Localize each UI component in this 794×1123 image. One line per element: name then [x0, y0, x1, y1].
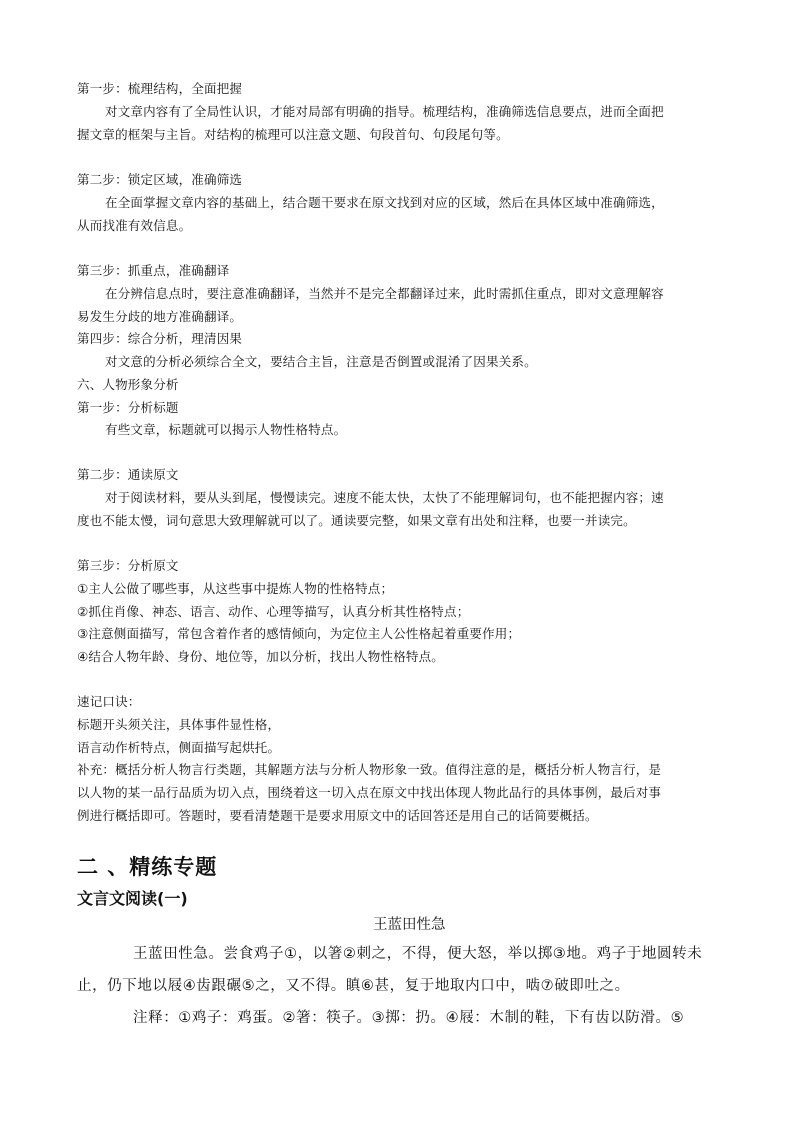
paragraph-line: 对于阅读材料，要从头到尾，慢慢读完。速度不能太快，太快了不能理解词句，也不能把握内容；速 [105, 490, 664, 505]
step2-heading: 第二步：锁定区域，准确筛选 [77, 172, 243, 187]
passage-title: 王蓝田性急 [373, 917, 446, 933]
paragraph-line: 易发生分歧的地方准确翻译。 [77, 309, 243, 324]
step4-heading: 第四步：综合分析，理清因果 [77, 331, 243, 346]
section-title: 二 、精练专题 [77, 855, 218, 879]
step3-heading: 第三步：抓重点，准确翻译 [77, 263, 230, 278]
list-item: ③注意侧面描写，常包含着作者的感情倾向，为定位主人公性格起着重要作用； [77, 626, 521, 641]
paragraph-line: 握文章的框架与主旨。对结构的梳理可以注意文题、句段首句、句段尾句等。 [77, 127, 509, 142]
annotation-line: 注释：①鸡子：鸡蛋。②箸：筷子。③掷：扔。④屐：木制的鞋，下有齿以防滑。⑤ [133, 1010, 685, 1026]
supplement-line: 补充：概括分析人物言行类题，其解题方法与分析人物形象一致。值得注意的是，概括分析人物言行，是 [77, 762, 662, 777]
analysis-step1-heading: 第一步：分析标题 [77, 400, 179, 415]
list-item: ④结合人物年龄、身份、地位等，加以分析，找出人物性格特点。 [77, 649, 445, 664]
passage-line: 止，仍下地以屐④齿跟碾⑤之，又不得。瞋⑥甚，复于地取内口中，啮⑦破即吐之。 [77, 978, 630, 994]
supplement-line: 例进行概括即可。答题时，要看清楚题干是要求用原文中的话回答还是用自己的话简要概括。 [77, 808, 598, 823]
step1-heading: 第一步：梳理结构，全面把握 [77, 81, 243, 96]
paragraph-line: 有些文章，标题就可以揭示人物性格特点。 [105, 422, 347, 437]
mnemonic-line: 语言动作析特点，侧面描写起烘托。 [77, 740, 281, 755]
mnemonic-heading: 速记口诀： [77, 694, 141, 709]
section-heading: 六、人物形象分析 [77, 377, 179, 392]
paragraph-line: 对文意的分析必须综合全文，要结合主旨，注意是否倒置或混淆了因果关系。 [105, 354, 537, 369]
list-item: ②抓住肖像、神态、语言、动作、心理等描写，认真分析其性格特点； [77, 604, 470, 619]
paragraph-line: 在分辨信息点时，要注意准确翻译，当然并不是完全都翻译过来，此时需抓住重点，即对文意理解容 [105, 286, 664, 301]
supplement-line: 以人物的某一品行品质为切入点，围绕着这一切入点在原文中找出体现人物此品行的具体事例，最后对事 [77, 785, 662, 800]
subsection-title: 文言文阅读(一) [77, 889, 188, 908]
paragraph-line: 从而找准有效信息。 [77, 218, 192, 233]
analysis-step2-heading: 第二步：通读原文 [77, 467, 179, 482]
analysis-step3-heading: 第三步：分析原文 [77, 558, 179, 573]
list-item: ①主人公做了哪些事，从这些事中提炼人物的性格特点； [77, 581, 394, 596]
paragraph-line: 在全面掌握文章内容的基础上，结合题干要求在原文找到对应的区域，然后在具体区域中准确筛选， [105, 195, 664, 210]
mnemonic-line: 标题开头须关注，具体事件显性格， [77, 717, 281, 732]
paragraph-line: 对文章内容有了全局性认识，才能对局部有明确的指导。梳理结构，准确筛选信息要点，进而全面把 [105, 104, 664, 119]
passage-line: 王蓝田性急。尝食鸡子①，以箸②刺之，不得，便大怒，举以掷③地。鸡子于地圆转未 [133, 946, 703, 962]
paragraph-line: 度也不能太慢，词句意思大致理解就可以了。通读要完整，如果文章有出处和注释，也要一并读完。 [77, 513, 636, 528]
